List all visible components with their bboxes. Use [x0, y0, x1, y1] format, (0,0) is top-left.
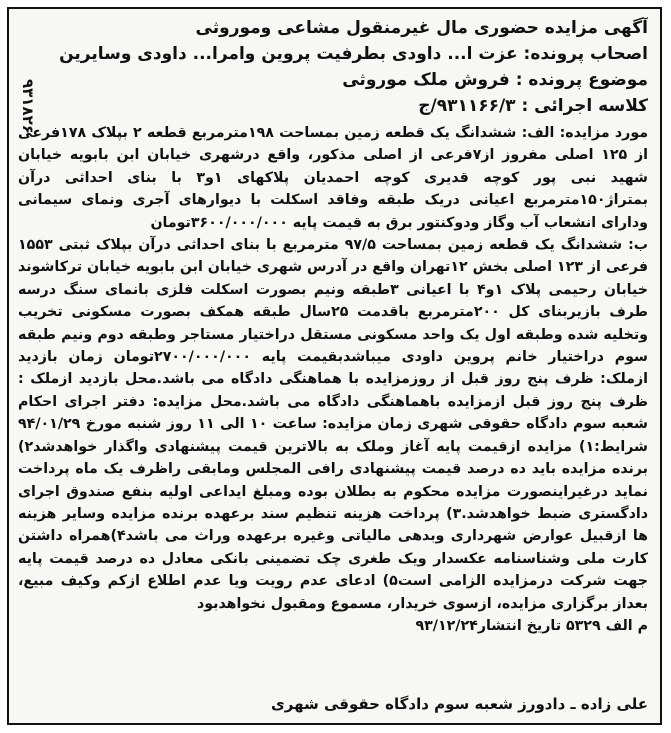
- case-subject: موضوع پرونده : فروش ملک موروثی: [342, 70, 648, 90]
- notice-body: [18, 122, 648, 637]
- notice-header: [48, 15, 648, 119]
- auction-item-a: مورد مزایده: الف: ششدانگ یک قطعه زمین بمساحت ۱۹۸مترمربع قطعه ۲ بپلاک ۱۷۸فرعی از ۱۲۵ اصلی مفروز از۷فرعی از اصلی مذکور، واقع درشهری خیابان ابن بابویه خیابان شهید نبی پور کوچه قدیری کوچه احمدیان پلاکهای ۱و۳ با بنای احداثی درآن بمتراژ۱۵۰مترمربع اعیانی دریک طبقه وفاقد اسکلت با دیوارهای آجری ونمای سیمانی ودارای انشعاب آب وگاز ودوکنتور برق به قیمت پایه ۳۶۰۰/۰۰۰/۰۰۰تومان: [18, 125, 648, 231]
- legal-notice-frame: [7, 7, 662, 725]
- publication-info: م الف ۵۳۲۹ تاریخ انتشار۹۳/۱۲/۲۴: [415, 617, 648, 634]
- auction-item-b-and-conditions: ب: ششدانگ یک قطعه زمین بمساحت ۹۷/۵ مترمربع با بنای احداثی درآن بپلاک ثبتی ۱۵۵۳ فرعی از ۱۲۳ اصلی بخش ۱۲تهران واقع در آدرس شهری خیابان ابن بابویه خیابان ترکاشوند خیابان رحیمی پلاک ۱و۴ با اعیانی ۳طبقه ونیم بصورت اسکلت فلزی بانمای سنگ درسه طرف بازیربنای کل ۲۰۰مترمربع باقدمت ۲۵سال طبقه همکف بصورت مسکونی تخریب وتخلیه شده وطبقه اول یک واحد مسکونی مستقل دراختیار مستاجر وطبقه دوم ونیم طبقه سوم دراختیار خانم پروین داودی میباشدبقیمت پایه ۲۷۰۰/۰۰۰/۰۰۰تومان زمان بازدید ازملک: ظرف پنج روز قبل از روزمزایده با هماهنگی دادگاه می باشد.محل بازدید ازملک : ظرف پنج روز قبل ازمزایده باهماهنگی دادگاه می باشد.محل مزایده: دفتر اجرای احکام شعبه سوم دادگاه حقوقی شهری زمان مزایده: ساعت ۱۰ الی ۱۱ روز شنبه مورخ ۹۴/۰۱/۲۹ شرایط:۱) مزایده ازقیمت پایه آغاز وملک به بالاترین قیمت پیشنهادی واگذار خواهدشد۲) برنده مزایده باید ده درصد قیمت پیشنهادی رافی المجلس ومابقی راظرف یک ماه پرداخت نماید درغیراینصورت مزایده محکوم به بطلان بوده ومبلغ ایداعی اولیه بنفع صندوق اجرای دادگستری ضبط خواهدشد.۳) پرداخت هزینه تنظیم سند برعهده برنده مزایده وسایر هزینه ها ازقبیل عوارض شهرداری وبدهی مالیاتی وغیره برعهده وراث می باشد۴)همراه داشتن کارت ملی وشناسنامه عکسدار ویک طغری چک تضمینی بانکی معادل ده درصد قیمت پایه جهت شرکت درمزایده الزامی است۵) ادعای عدم رویت ویا عدم اطلاع ازکم وکیف مبیع، بعداز برگزاری مزایده، ازسوی خریدار، مسموع ومقبول نخواهدبود: [18, 237, 649, 612]
- notice-title: آگهی مزایده حضوری مال غیرمنقول مشاعی وموروثی: [195, 18, 648, 38]
- signature: علی زاده ـ دادورز شعبه سوم دادگاه حقوقی شهری: [271, 695, 648, 713]
- case-parties: اصحاب پرونده: عزت ا... داودی بطرفیت پروین وامرا... داودی وسایرین: [59, 44, 648, 64]
- case-file-number: کلاسه اجرائی : ۹۳۱۱۶۶/۳/ج: [418, 96, 648, 116]
- side-reference-code: ۹۳۱۸۲۶: [19, 78, 37, 134]
